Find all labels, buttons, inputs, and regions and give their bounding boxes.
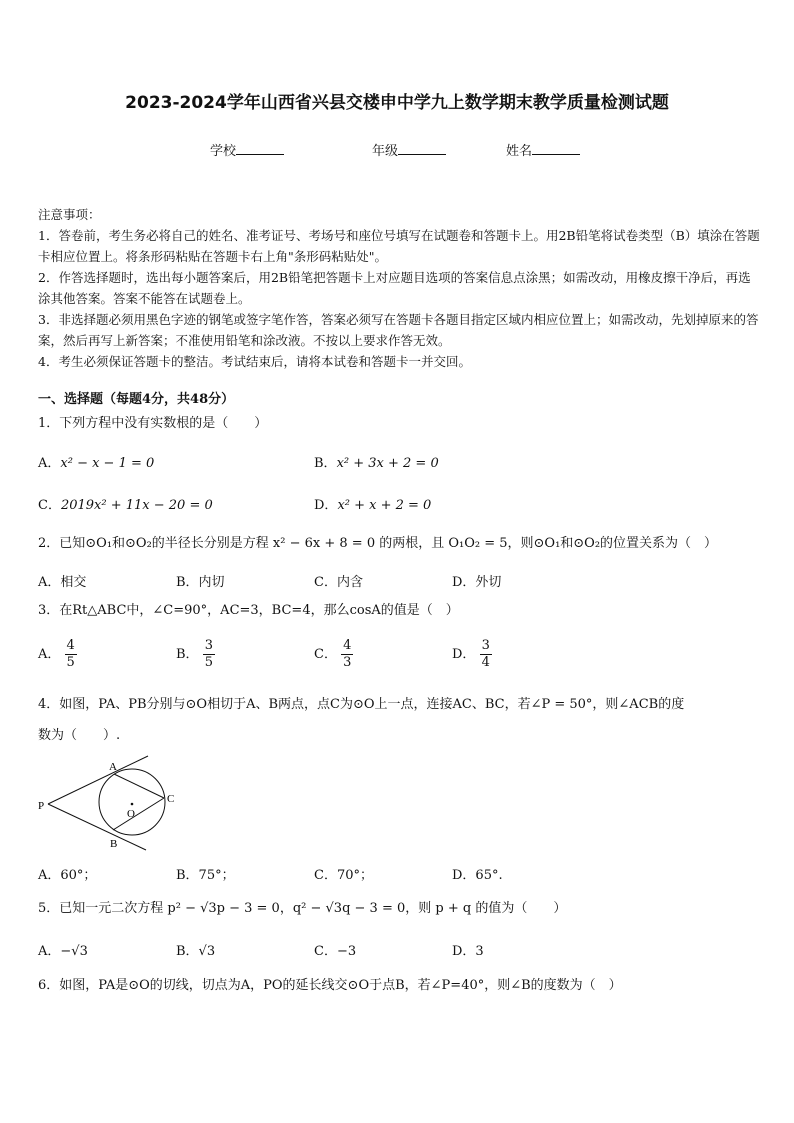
q1-option-c[interactable] xyxy=(38,494,213,513)
center-point-o xyxy=(131,803,134,806)
tangent-line-pa xyxy=(48,756,148,804)
notes-heading: 注意事项： xyxy=(38,207,101,222)
q1-option-b-label: B． xyxy=(314,456,337,471)
chord-bc xyxy=(113,798,164,830)
label-a: A xyxy=(109,761,117,773)
q2-option-b[interactable]: B．内切 xyxy=(176,575,225,590)
grade-label: 年级 xyxy=(372,144,399,159)
note-item: 1．答卷前，考生务必将自己的姓名、准考证号、考场号和座位号填写在试题卷和答题卡上。用2B铅笔将试卷类型（B）填涂在答题卡相应位置上。将条形码粘贴在答题卡右上角"条形码粘贴处"。 xyxy=(38,228,760,264)
circle-o xyxy=(99,769,165,835)
q1-option-b-text: x² + 3x + 2 = 0 xyxy=(336,456,439,471)
q3-option-c-fraction: $\frac{4}{3}$ xyxy=(343,638,352,670)
exam-title: 2023-2024学年山西省兴县交楼申中学九上数学期末教学质量检测试题 xyxy=(125,93,669,113)
q5-option-d[interactable]: D．3 xyxy=(452,944,484,959)
question-5-stem: 5．已知一元二次方程 p² − √3p − 3 = 0，q² − √3q − 3 = 0，则 p + q 的值为（ ） xyxy=(38,901,567,916)
question-2-stem: 2．已知⊙O₁和⊙O₂的半径长分别是方程 x² − 6x + 8 = 0 的两根，且 O₁O₂ = 5，则⊙O₁和⊙O₂的位置关系为（ ） xyxy=(38,536,718,551)
q1-option-a-text: x² − x − 1 = 0 xyxy=(60,456,155,471)
q5-option-b[interactable]: B．√3 xyxy=(176,944,216,959)
q3-option-c-label: C． xyxy=(314,647,337,662)
notes-block xyxy=(38,204,760,372)
q5-option-c[interactable]: C．−3 xyxy=(314,944,357,959)
q1-option-d[interactable] xyxy=(314,494,431,513)
question-4-stem-cont: 数为（ ）. xyxy=(38,728,121,743)
note-item: 3．非选择题必须用黑色字迹的钢笔或签字笔作答，答案必须写在答题卡各题目指定区域内相应位置上；如需改动，先划掉原来的答案，然后再写上新答案；不准使用铅笔和涂改液。不按以上要求作答无效。 xyxy=(38,312,759,348)
q3-option-a-fraction: $\frac{4}{5}$ xyxy=(66,638,75,670)
q3-option-c[interactable] xyxy=(314,638,353,671)
school-label: 学校 xyxy=(210,144,237,159)
section-heading: 一、选择题（每题4分，共48分） xyxy=(38,392,235,407)
school-blank[interactable] xyxy=(236,142,284,155)
note-item: 2．作答选择题时，选出每小题答案后，用2B铅笔把答题卡上对应题目选项的答案信息点涂黑；如需改动，用橡皮擦干净后，再选涂其他答案。答案不能答在试题卷上。 xyxy=(38,270,751,306)
q3-option-d[interactable] xyxy=(452,638,492,671)
grade-blank[interactable] xyxy=(398,142,446,155)
q1-option-c-text: 2019x² + 11x − 20 = 0 xyxy=(60,498,213,513)
chord-ac xyxy=(114,774,164,798)
q3-option-b[interactable] xyxy=(176,638,215,671)
q4-tangent-figure xyxy=(36,754,186,854)
question-3-stem: 3．在Rt△ABC中，∠C=90°，AC=3，BC=4，那么cosA的值是（ ） xyxy=(38,603,459,618)
q5-option-a[interactable]: A．−√3 xyxy=(38,944,88,959)
q4-option-b[interactable]: B．75°； xyxy=(176,868,235,883)
q2-option-c[interactable]: C．内含 xyxy=(314,575,363,590)
grade-field xyxy=(372,140,446,159)
label-p: P xyxy=(38,800,45,812)
q1-option-c-label: C． xyxy=(38,498,61,513)
note-item: 4．考生必须保证答题卡的整洁。考试结束后，请将本试卷和答题卡一并交回。 xyxy=(38,354,471,369)
name-blank[interactable] xyxy=(532,142,580,155)
question-1-stem: 1．下列方程中没有实数根的是（ ） xyxy=(38,416,268,431)
name-field xyxy=(506,140,580,159)
label-o: O xyxy=(127,808,135,820)
q3-option-a[interactable] xyxy=(38,638,77,671)
question-6-stem: 6．如图，PA是⊙O的切线，切点为A，PO的延长线交⊙O于点B，若∠P=40°，则∠B的度数为（ ） xyxy=(38,978,622,993)
q3-option-a-label: A． xyxy=(38,647,61,662)
q3-option-d-label: D． xyxy=(452,647,476,662)
school-field xyxy=(210,140,284,159)
q4-option-c[interactable]: C．70°； xyxy=(314,868,373,883)
q3-option-b-label: B． xyxy=(176,647,199,662)
q1-option-b[interactable] xyxy=(314,452,439,471)
q3-option-d-fraction: $\frac{3}{4}$ xyxy=(481,638,490,670)
q1-option-d-text: x² + x + 2 = 0 xyxy=(337,498,432,513)
q2-option-d[interactable]: D．外切 xyxy=(452,575,502,590)
label-b: B xyxy=(110,838,118,850)
q1-option-a-label: A． xyxy=(38,456,61,471)
q1-option-a[interactable] xyxy=(38,452,154,471)
question-4-stem: 4．如图，PA、PB分别与⊙O相切于A、B两点，点C为⊙O上一点，连接AC、BC，若∠P = 50°，则∠ACB的度 xyxy=(38,697,685,712)
q4-option-d[interactable]: D．65°. xyxy=(452,868,503,883)
q1-option-d-label: D． xyxy=(314,498,338,513)
q3-option-b-fraction: $\frac{3}{5}$ xyxy=(204,638,213,670)
q2-option-a[interactable]: A．相交 xyxy=(38,575,87,590)
label-c: C xyxy=(167,793,175,805)
name-label: 姓名 xyxy=(506,144,533,159)
q4-option-a[interactable]: A．60°； xyxy=(38,868,97,883)
